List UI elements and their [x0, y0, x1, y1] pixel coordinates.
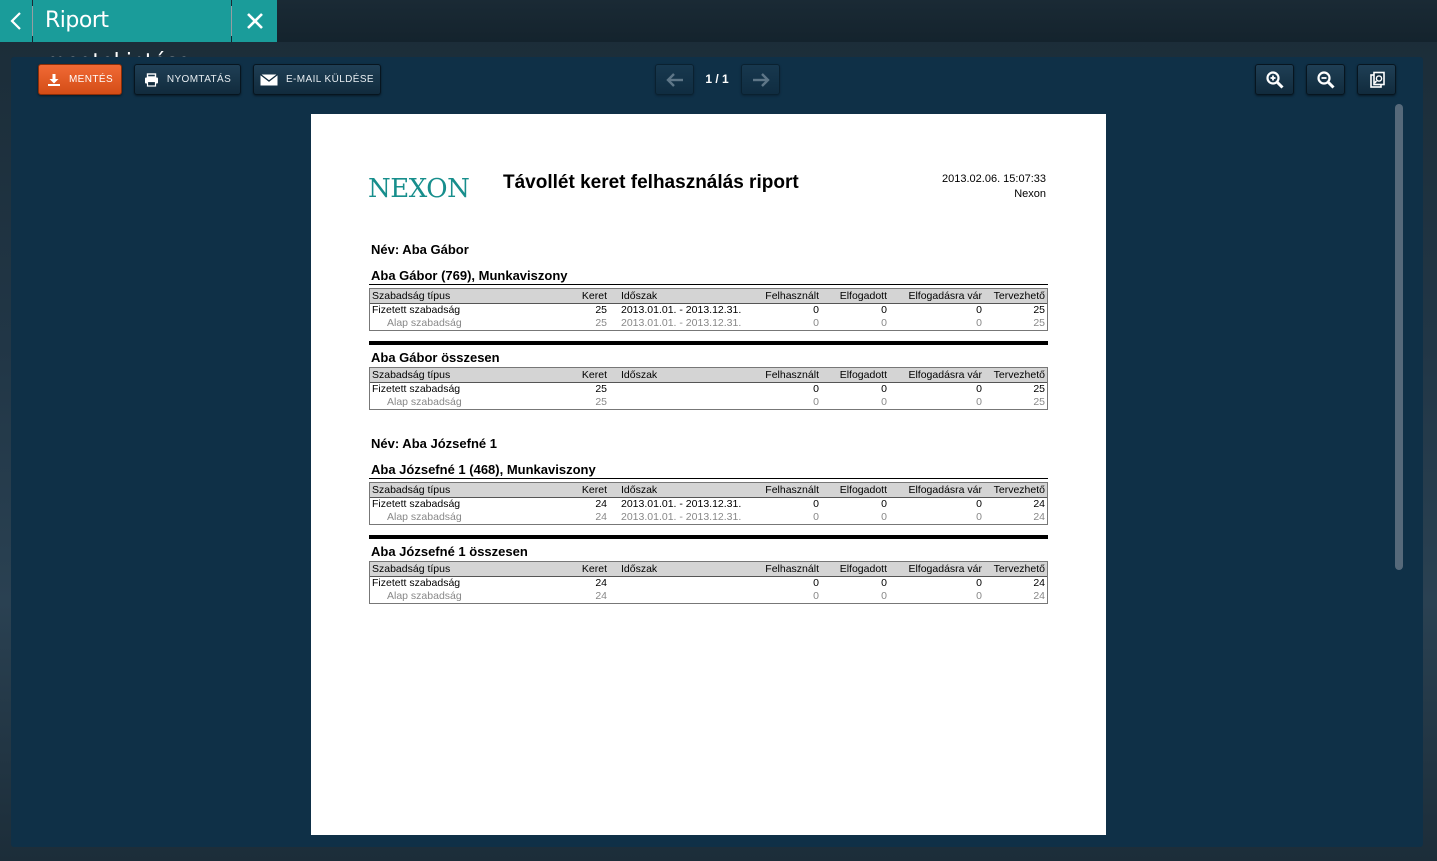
total-table: [369, 561, 1048, 604]
col-idoszak: Időszak: [621, 484, 658, 496]
report-title: Távollét keret felhasználás riport: [503, 172, 799, 193]
cell: 0: [976, 590, 982, 602]
person-name-header: Név: Aba Gábor: [371, 242, 469, 257]
cell: 0: [813, 304, 819, 316]
close-icon: [246, 12, 264, 30]
chevron-left-icon: [10, 11, 22, 31]
report-viewer-panel: [11, 57, 1423, 847]
title-separator: [32, 6, 33, 36]
total-title: Aba Gábor összesen: [371, 350, 500, 365]
col-elfogadasra-var: Elfogadásra vár: [908, 484, 982, 496]
cell: 0: [976, 304, 982, 316]
cell: 2013.01.01. - 2013.12.31.: [621, 511, 742, 523]
vertical-scrollbar[interactable]: [1395, 104, 1403, 570]
arrow-right-icon: [752, 72, 770, 88]
employment-title: Aba Gábor (769), Munkaviszony: [371, 268, 568, 283]
cell: 0: [813, 511, 819, 523]
col-elfogadasra-var: Elfogadásra vár: [908, 563, 982, 575]
col-type: Szabadság típus: [372, 369, 451, 381]
col-elfogadasra-var: Elfogadásra vár: [908, 369, 982, 381]
section-rule: [369, 478, 1048, 479]
cell: Alap szabadság: [387, 317, 462, 329]
cell: 24: [1033, 511, 1045, 523]
cell: 2013.01.01. - 2013.12.31.: [621, 317, 742, 329]
next-page-button[interactable]: [741, 64, 780, 95]
employment-title: Aba Józsefné 1 (468), Munkaviszony: [371, 462, 596, 477]
previous-page-button[interactable]: [655, 64, 694, 95]
col-keret: Keret: [581, 290, 607, 302]
cell: 25: [1033, 317, 1045, 329]
cell: 0: [976, 317, 982, 329]
table-row: [370, 383, 1047, 396]
col-tervezheto: Tervezhető: [993, 563, 1045, 575]
table-row: [370, 317, 1047, 330]
col-elfogadott: Elfogadott: [839, 563, 887, 575]
cell: 0: [813, 396, 819, 408]
nexon-logo: NEXON: [368, 174, 470, 204]
cell: 0: [881, 383, 887, 395]
col-type: Szabadság típus: [372, 290, 451, 302]
save-button[interactable]: [38, 64, 122, 95]
zoom-in-icon: [1266, 71, 1284, 89]
cell: 25: [1033, 304, 1045, 316]
zoom-out-icon: [1317, 71, 1335, 89]
cell: 0: [881, 304, 887, 316]
report-page: [311, 114, 1106, 835]
col-felhasznalt: Felhasznált: [765, 484, 819, 496]
cell: 0: [976, 577, 982, 589]
title-bar: [0, 0, 1437, 42]
person-name-header: Név: Aba Józsefné 1: [371, 436, 497, 451]
cell: 0: [881, 317, 887, 329]
col-idoszak: Időszak: [621, 369, 658, 381]
cell: 0: [881, 396, 887, 408]
cell: 25: [595, 396, 607, 408]
col-keret: Keret: [581, 369, 607, 381]
section-rule: [369, 341, 1048, 345]
table-header-row: [370, 289, 1047, 304]
table-row: [370, 577, 1047, 590]
leave-table: [369, 288, 1048, 331]
cell: 24: [595, 511, 607, 523]
table-header-row: [370, 562, 1047, 577]
report-meta: [942, 172, 1046, 202]
col-type: Szabadság típus: [372, 484, 451, 496]
cell: 0: [813, 383, 819, 395]
cell: 24: [595, 577, 607, 589]
total-section: [369, 341, 1048, 410]
cell: Alap szabadság: [387, 396, 462, 408]
window-title: Riport: [33, 0, 231, 42]
col-idoszak: Időszak: [621, 563, 658, 575]
col-keret: Keret: [581, 484, 607, 496]
cell: 25: [1033, 396, 1045, 408]
cell: 25: [595, 383, 607, 395]
cell: 24: [1033, 590, 1045, 602]
page-fit-icon: [1368, 71, 1386, 89]
cell: 2013.01.01. - 2013.12.31.: [621, 304, 742, 316]
table-row: [370, 498, 1047, 511]
print-label: NYOMTATÁS: [166, 74, 232, 85]
col-elfogadott: Elfogadott: [839, 484, 887, 496]
cell: 0: [976, 383, 982, 395]
col-felhasznalt: Felhasznált: [765, 369, 819, 381]
download-icon: [47, 73, 61, 87]
col-felhasznalt: Felhasznált: [765, 563, 819, 575]
table-header-row: [370, 483, 1047, 498]
cell: Alap szabadság: [387, 590, 462, 602]
cell: 0: [976, 511, 982, 523]
cell: 25: [595, 304, 607, 316]
envelope-icon: [260, 74, 278, 86]
arrow-left-icon: [666, 72, 684, 88]
back-button[interactable]: [0, 0, 32, 42]
col-tervezheto: Tervezhető: [993, 369, 1045, 381]
page-indicator: 1 / 1: [705, 72, 729, 86]
cell: Fizetett szabadság: [372, 383, 461, 395]
table-row: [370, 396, 1047, 409]
total-section: [369, 535, 1048, 604]
cell: Fizetett szabadság: [372, 304, 461, 316]
col-tervezheto: Tervezhető: [993, 290, 1045, 302]
cell: 24: [1033, 498, 1045, 510]
printer-icon: [144, 73, 159, 87]
table-row: [370, 590, 1047, 603]
cell: 0: [881, 498, 887, 510]
email-label: E-MAIL KÜLDÉSE: [285, 74, 375, 85]
employment-section: [369, 461, 1048, 525]
col-felhasznalt: Felhasznált: [765, 290, 819, 302]
cell: 24: [595, 590, 607, 602]
cell: 24: [595, 498, 607, 510]
section-rule: [369, 535, 1048, 539]
cell: 0: [881, 577, 887, 589]
cell: 2013.01.01. - 2013.12.31.: [621, 498, 742, 510]
cell: Fizetett szabadság: [372, 577, 461, 589]
report-date: 2013.02.06. 15:07:33: [942, 173, 1046, 185]
cell: 24: [1033, 577, 1045, 589]
col-keret: Keret: [581, 563, 607, 575]
employment-section: [369, 267, 1048, 331]
table-header-row: [370, 368, 1047, 383]
cell: 0: [976, 498, 982, 510]
cell: Alap szabadság: [387, 511, 462, 523]
cell: 25: [1033, 383, 1045, 395]
col-elfogadott: Elfogadott: [839, 290, 887, 302]
cell: 0: [976, 396, 982, 408]
table-row: [370, 511, 1047, 524]
save-label: MENTÉS: [68, 74, 114, 85]
cell: 0: [813, 590, 819, 602]
total-title: Aba Józsefné 1 összesen: [371, 544, 528, 559]
col-idoszak: Időszak: [621, 290, 658, 302]
zoom-out-button[interactable]: [1306, 64, 1345, 95]
close-button[interactable]: [232, 0, 277, 42]
cell: Fizetett szabadság: [372, 498, 461, 510]
col-elfogadott: Elfogadott: [839, 369, 887, 381]
table-row: [370, 304, 1047, 317]
total-table: [369, 367, 1048, 410]
cell: 0: [813, 498, 819, 510]
cell: 0: [813, 577, 819, 589]
cell: 0: [881, 511, 887, 523]
col-elfogadasra-var: Elfogadásra vár: [908, 290, 982, 302]
fit-page-button[interactable]: [1357, 64, 1396, 95]
col-tervezheto: Tervezhető: [993, 484, 1045, 496]
zoom-in-button[interactable]: [1255, 64, 1294, 95]
report-company: Nexon: [1014, 188, 1046, 200]
cell: 25: [595, 317, 607, 329]
section-rule: [369, 284, 1048, 285]
col-type: Szabadság típus: [372, 563, 451, 575]
email-button[interactable]: [253, 64, 381, 95]
cell: 0: [881, 590, 887, 602]
cell: 0: [813, 317, 819, 329]
print-button[interactable]: [134, 64, 241, 95]
leave-table: [369, 482, 1048, 525]
